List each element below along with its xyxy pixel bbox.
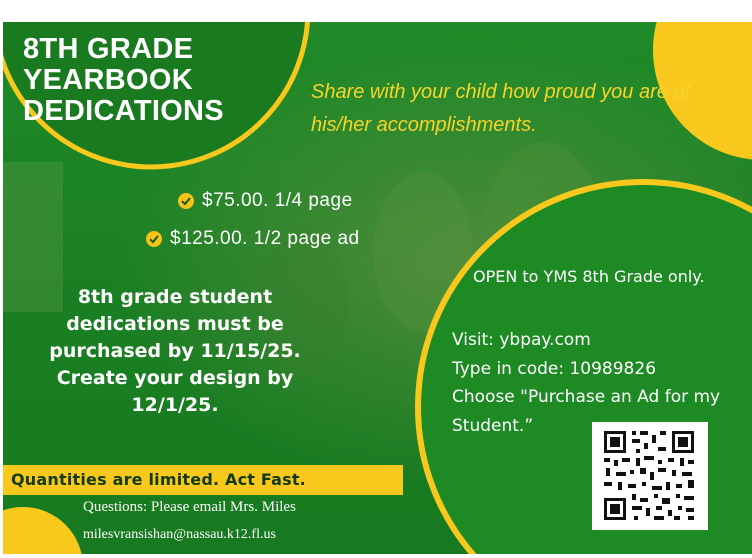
email-text: milesvransishan@nassau.k12.fl.us xyxy=(83,527,276,542)
price-label: $75.00. 1/4 page xyxy=(202,190,353,211)
qr-code-icon xyxy=(592,422,708,530)
code-line: Type in code: 10989826 xyxy=(452,358,657,379)
price-label: $125.00. 1/2 page ad xyxy=(170,228,360,249)
bottom-left-circle xyxy=(3,507,83,554)
flyer xyxy=(3,22,752,554)
tagline: Share with your child how proud you are of his/her accomplishments. xyxy=(311,81,691,136)
deadline-text: 8th grade student dedications must be purchased by 11/15/25. Create your design by 12/1/25. xyxy=(49,286,301,416)
choose-line: Choose "Purchase an Ad for my Student.” xyxy=(452,387,721,436)
flyer-title: 8TH GRADE YEARBOOK DEDICATIONS xyxy=(23,33,224,127)
price-item xyxy=(146,228,360,250)
check-circle-icon xyxy=(178,193,194,209)
questions-text: Questions: Please email Mrs. Miles xyxy=(83,499,296,515)
eligibility-text: OPEN to YMS 8th Grade only. xyxy=(473,267,705,286)
check-circle-icon xyxy=(146,231,162,247)
banner-text: Quantities are limited. Act Fast. xyxy=(11,470,306,489)
visit-line: Visit: ybpay.com xyxy=(452,330,591,350)
price-item xyxy=(178,190,353,212)
